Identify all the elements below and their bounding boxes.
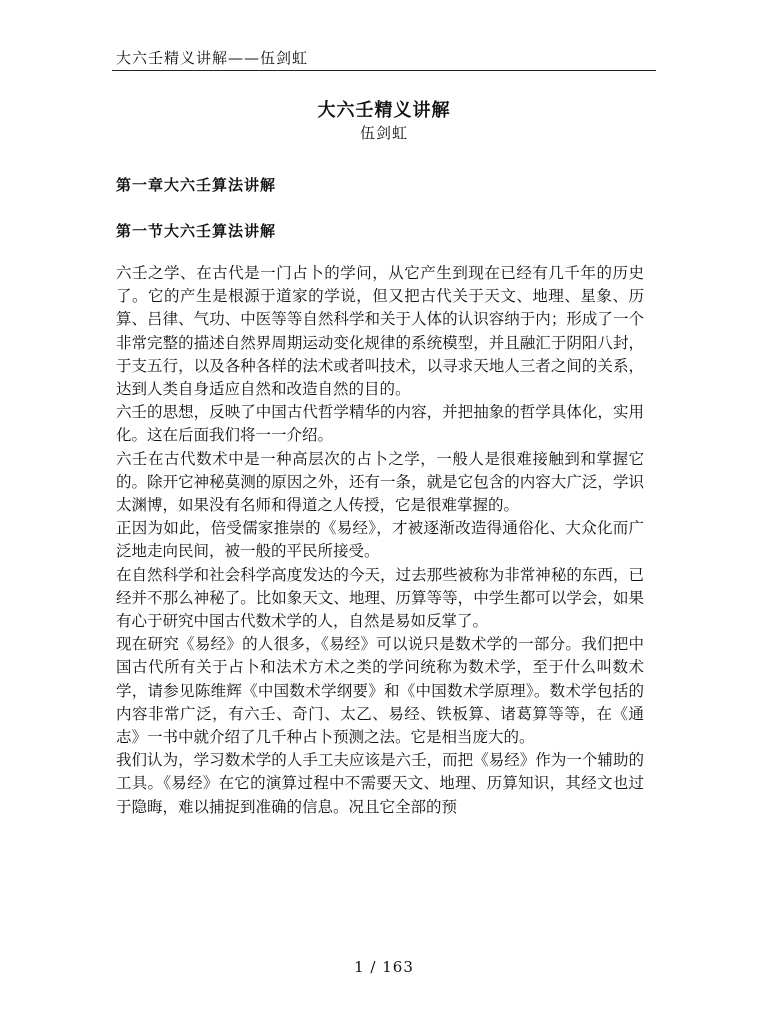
body-paragraph: 六壬之学、在古代是一门占卜的学问，从它产生到现在已经有几千年的历史了。它的产生是根源于道家的学说，但又把古代关于天文、地理、星象、历算、吕律、气功、中医等等自然科学和关于人体的认识容纳于内；形成了一个非常完整的描述自然界周期运动变化规律的系统模型，并且融汇于阴阳八封，于支五行，以及各种各样的法术或者叫技术，以寻求天地人三者之间的关系，达到人类自身适应自然和改造自然的目的。 xyxy=(116,264,644,399)
running-header: 大六壬精义讲解——伍剑虹 xyxy=(116,49,309,67)
body-paragraph: 在自然科学和社会科学高度发达的今天，过去那些被称为非常神秘的东西，已经并不那么神秘了。比如象天文、地理、历算等等，中学生都可以学会，如果有心于研究中国古代数术学的人，自然是易如反掌了。 xyxy=(116,565,644,631)
chapter-heading: 第一章大六壬算法讲解 xyxy=(116,176,277,194)
body-paragraph: 我们认为，学习数术学的人手工夫应该是六壬，而把《易经》作为一个辅助的工具。《易经》在它的演算过程中不需要天文、地理、历算知识，其经文也过于隐晦，难以捕捉到准确的信息。况且它全部的预 xyxy=(116,751,644,816)
body-paragraph: 六壬的思想，反映了中国古代哲学精华的内容，并把抽象的哲学具体化，实用化。这在后面我们将一一介绍。 xyxy=(116,403,644,445)
document-author: 伍剑虹 xyxy=(359,124,408,142)
header-divider xyxy=(112,70,656,71)
body-text xyxy=(116,262,644,819)
body-paragraph: 六壬在古代数术中是一种高层次的占卜之学，一般人是很难接触到和掌握它的。除开它神秘莫测的原因之外，还有一条，就是它包含的内容大广泛，学识太渊博，如果没有名师和得道之人传授，它是很难掌握的。 xyxy=(116,449,644,515)
body-paragraph: 正因为如此，倍受儒家推崇的《易经》，才被逐渐改造得通俗化、大众化而广泛地走向民间，被一般的平民所接受。 xyxy=(116,519,644,561)
section-heading: 第一节大六壬算法讲解 xyxy=(116,222,277,240)
page-number: 1 / 163 xyxy=(354,958,414,976)
body-paragraph: 现在研究《易经》的人很多，《易经》可以说只是数术学的一部分。我们把中国古代所有关于占卜和法术方术之类的学问统称为数术学，至于什么叫数术学，请参见陈维辉《中国数术学纲要》和《中国数术学原理》。数术学包括的内容非常广泛，有六壬、奇门、太乙、易经、铁板算、诸葛算等等，在《通志》一书中就介绍了几千种占卜预测之法。它是相当庞大的。 xyxy=(116,635,644,747)
document-title: 大六壬精义讲解 xyxy=(317,100,451,121)
